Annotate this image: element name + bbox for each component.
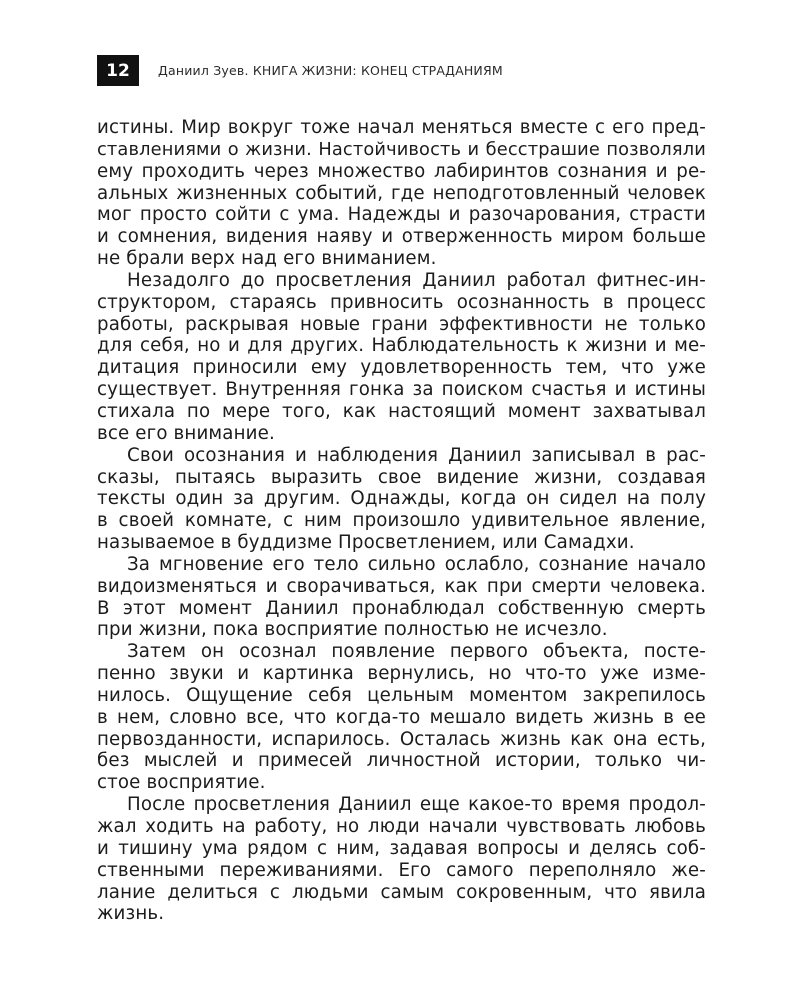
text-line: жизнь. (97, 903, 165, 925)
text-line: для себя, но и для других. Наблюдательность к жизни и ме- (97, 335, 706, 357)
paragraph (97, 794, 706, 925)
page-number: 12 (97, 55, 139, 86)
running-head: Даниил Зуев. КНИГА ЖИЗНИ: КОНЕЦ СТРАДАНИЯМ (158, 63, 503, 78)
text-line: первозданности, испарилось. Осталась жизнь как она есть, (97, 728, 706, 750)
text-line: не брали верх над его вниманием. (97, 248, 437, 270)
text-line: ему проходить через множество лабиринтов сознания и ре- (97, 160, 706, 182)
text-line: в нем, словно все, что когда-то мешало видеть жизнь в ее (97, 706, 706, 728)
text-line: Затем он осознал появление первого объекта, посте- (127, 641, 706, 663)
text-line: существует. Внутренняя гонка за поиском счастья и истины (97, 379, 706, 401)
text-line: стихала по мере того, как настоящий момент захватывал (97, 400, 706, 422)
text-line: пенно звуки и картинка вернулись, но что-то уже изме- (97, 663, 706, 685)
text-line: все его внимание. (97, 422, 275, 444)
paragraph (97, 554, 706, 641)
page-header (97, 55, 503, 86)
paragraph (97, 445, 706, 554)
text-line: нилось. Ощущение себя цельным моментом закрепилось (97, 684, 706, 706)
paragraph (97, 117, 706, 270)
paragraph (97, 641, 706, 794)
paragraph (97, 270, 706, 445)
body-text (97, 117, 706, 925)
text-line: сказы, пытаясь выразить свое видение жизни, создавая (97, 466, 706, 488)
text-line: дитация приносили ему удовлетворенность тем, что уже (97, 357, 706, 379)
text-line: называемое в буддизме Просветлением, или Самадхи. (97, 532, 635, 554)
text-line: альных жизненных событий, где неподготовленный человек (97, 182, 706, 204)
text-line: без мыслей и примесей личностной истории, только чи- (97, 750, 706, 772)
text-line: видоизменяться и сворачиваться, как при смерти человека. (97, 575, 706, 597)
text-line: в своей комнате, с ним произошло удивительное явление, (97, 510, 706, 532)
text-line: и тишину ума рядом с ним, задавая вопросы и делясь соб- (97, 837, 706, 859)
text-line: работы, раскрывая новые грани эффективности не только (97, 313, 706, 335)
text-line: жал ходить на работу, но люди начали чувствовать любовь (97, 816, 706, 837)
text-line: структором, стараясь привносить осознанность в процесс (97, 291, 706, 313)
text-line: мог просто сойти с ума. Надежды и разочарования, страсти (97, 204, 706, 226)
text-line: ставлениями о жизни. Настойчивость и бесстрашие позволяли (97, 138, 706, 160)
text-line: ственными переживаниями. Его самого переполняло же- (97, 859, 706, 881)
text-line: В этот момент Даниил пронаблюдал собственную смерть (97, 597, 706, 619)
text-line: Свои осознания и наблюдения Даниил записывал в рас- (127, 444, 706, 466)
text-line: истины. Мир вокруг тоже начал меняться вместе с его пред- (97, 117, 706, 138)
text-line: Незадолго до просветления Даниил работал фитнес-ин- (127, 269, 706, 291)
text-line: После просветления Даниил еще какое-то время продол- (127, 794, 706, 816)
text-line: и сомнения, видения наяву и отверженность миром больше (97, 226, 706, 248)
text-line: тексты один за другим. Однажды, когда он сидел на полу (97, 488, 706, 510)
text-line: при жизни, пока восприятие полностью не исчезло. (97, 619, 608, 641)
text-line: За мгновение его тело сильно ослабло, сознание начало (127, 553, 706, 575)
text-line: стое восприятие. (97, 772, 266, 794)
text-line: лание делиться с людьми самым сокровенным, что явила (97, 881, 706, 903)
